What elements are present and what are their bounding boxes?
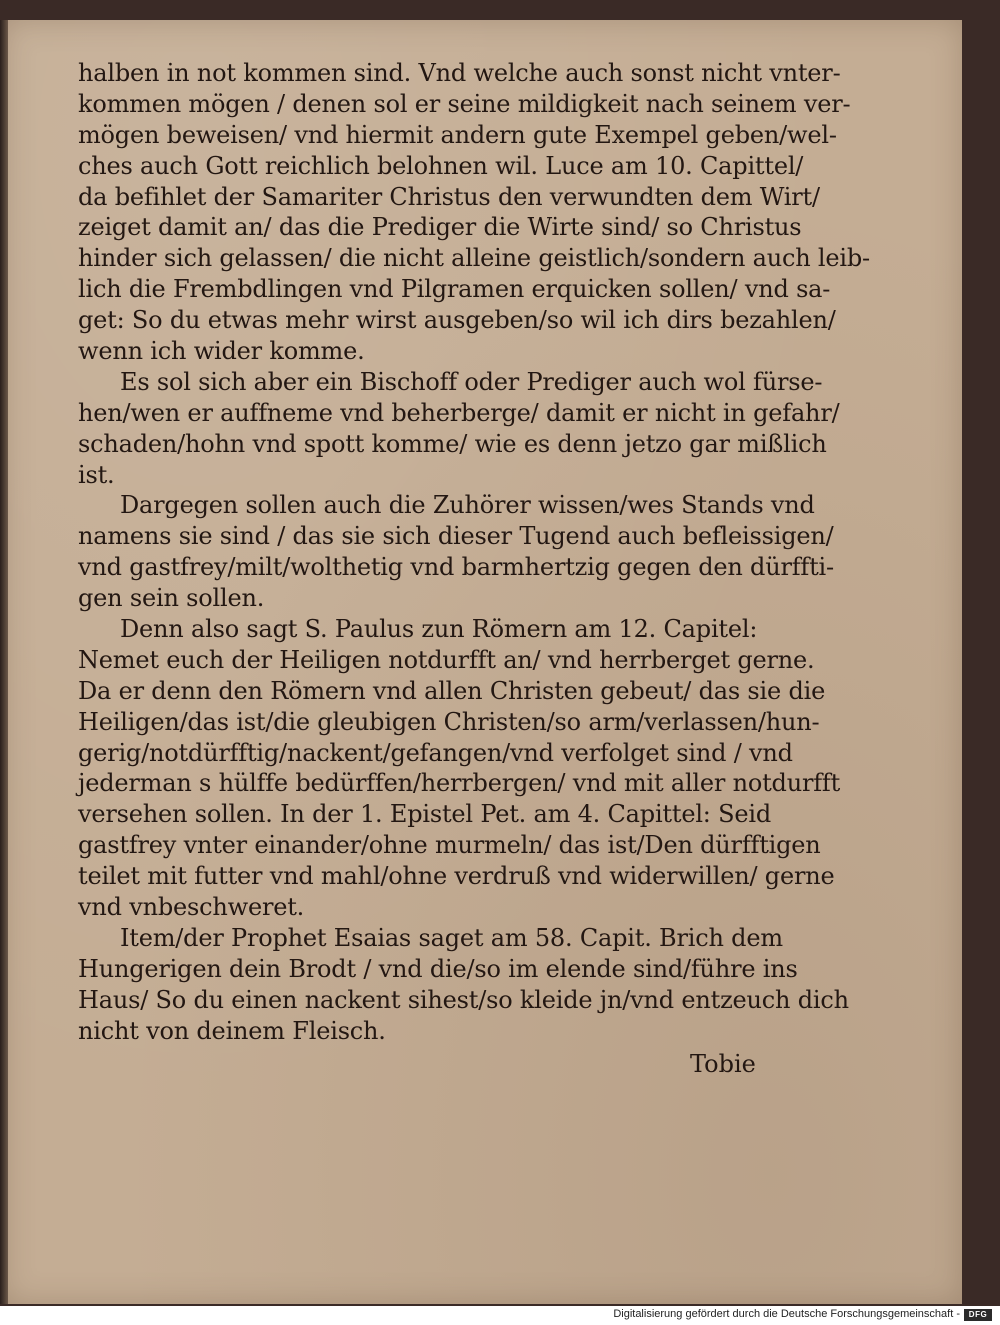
text-line: vnd vnbeschweret. xyxy=(78,893,305,922)
funding-credit: Digitalisierung gefördert durch die Deutsche Forschungsgemeinschaft - xyxy=(613,1308,960,1320)
text-line: da befihlet der Samariter Christus den verwundten dem Wirt/ xyxy=(78,182,820,211)
text-line: Hungerigen dein Brodt / vnd die/so im elende sind/führe ins xyxy=(78,954,798,983)
text-line: mögen beweisen/ vnd hiermit andern gute Exempel geben/wel- xyxy=(78,120,837,149)
text-line: ist. xyxy=(78,460,115,489)
body-text xyxy=(78,58,870,1047)
text-line: Heiligen/das ist/die gleubigen Christen/so arm/verlassen/hun- xyxy=(78,707,820,736)
text-line: get: So du etwas mehr wirst ausgeben/so wil ich dirs bezahlen/ xyxy=(78,306,836,335)
text-line: nicht von deinem Fleisch. xyxy=(78,1016,386,1045)
text-line: gastfrey vnter einander/ohne murmeln/ das ist/Den dürfftigen xyxy=(78,831,821,860)
text-line: schaden/hohn vnd spott komme/ wie es denn jetzo gar mißlich xyxy=(78,429,827,458)
text-line: jederman s hülffe bedürffen/herrbergen/ vnd mit aller notdurfft xyxy=(78,769,841,798)
text-line: Item/der Prophet Esaias saget am 58. Capit. Brich dem xyxy=(120,923,783,952)
text-line: Haus/ So du einen nackent sihest/so kleide jn/vnd entzeuch dich xyxy=(78,985,849,1014)
dfg-logo: DFG xyxy=(964,1309,992,1321)
text-line: versehen sollen. In der 1. Epistel Pet. am 4. Capittel: Seid xyxy=(78,800,772,829)
text-line: namens sie sind / das sie sich dieser Tugend auch befleissigen/ xyxy=(78,522,834,551)
text-line: kommen mögen / denen sol er seine mildigkeit nach seinem ver- xyxy=(78,89,851,118)
text-line: ches auch Gott reichlich belohnen wil. Luce am 10. Capittel/ xyxy=(78,151,804,180)
text-line: vnd gastfrey/milt/wolthetig vnd barmhertzig gegen den dürffti- xyxy=(78,553,834,582)
text-line: Dargegen sollen auch die Zuhörer wissen/wes Stands vnd xyxy=(120,491,815,520)
text-line: Nemet euch der Heiligen notdurfft an/ vnd herrberget gerne. xyxy=(78,645,815,674)
text-line: Da er denn den Römern vnd allen Christen gebeut/ das sie die xyxy=(78,676,826,705)
page-binding-edge xyxy=(0,20,8,1304)
text-line: zeiget damit an/ das die Prediger die Wirte sind/ so Christus xyxy=(78,213,802,242)
text-line: hinder sich gelassen/ die nicht alleine geistlich/sondern auch leib- xyxy=(78,244,870,273)
text-line: hen/wen er auffneme vnd beherberge/ damit er nicht in gefahr/ xyxy=(78,398,840,427)
text-line: gen sein sollen. xyxy=(78,584,265,613)
text-line: teilet mit futter vnd mahl/ohne verdruß vnd widerwillen/ gerne xyxy=(78,862,835,891)
text-line: wenn ich wider komme. xyxy=(78,337,365,366)
text-line: Denn also sagt S. Paulus zun Römern am 12. Capitel: xyxy=(120,615,758,644)
text-line: halben in not kommen sind. Vnd welche auch sonst nicht vnter- xyxy=(78,59,841,87)
text-line: lich die Frembdlingen vnd Pilgramen erquicken sollen/ vnd sa- xyxy=(78,275,831,304)
text-line: Es sol sich aber ein Bischoff oder Prediger auch wol fürse- xyxy=(120,367,823,396)
catchword: Tobie xyxy=(690,1050,756,1078)
text-line: gerig/notdürfftig/nackent/gefangen/vnd verfolget sind / vnd xyxy=(78,738,793,767)
